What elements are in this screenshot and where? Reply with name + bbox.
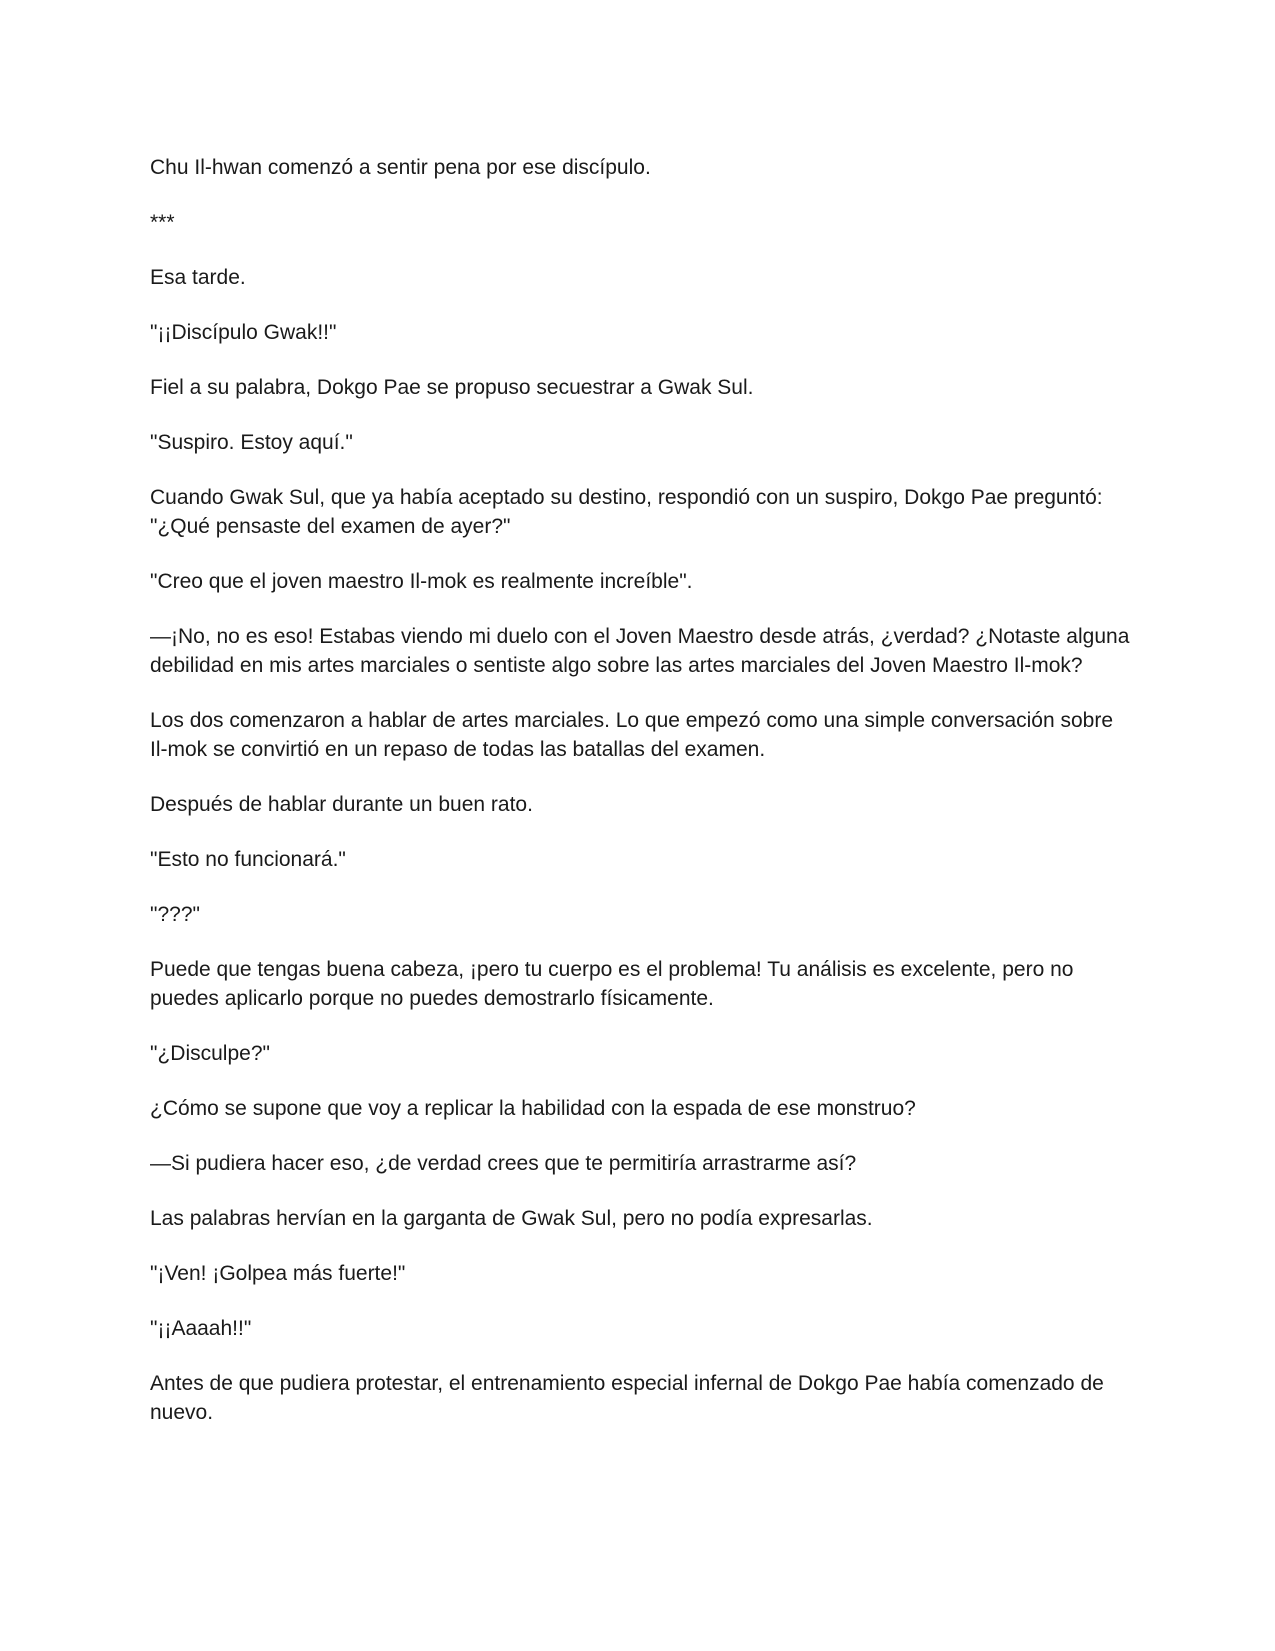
- paragraph: Fiel a su palabra, Dokgo Pae se propuso secuestrar a Gwak Sul.: [150, 376, 754, 399]
- section-break: ***: [150, 211, 175, 234]
- paragraph: "¡Ven! ¡Golpea más fuerte!": [150, 1262, 406, 1285]
- paragraph: Después de hablar durante un buen rato.: [150, 793, 533, 816]
- paragraph: "¿Disculpe?": [150, 1042, 270, 1065]
- paragraph: Esa tarde.: [150, 266, 246, 289]
- paragraph: —¡No, no es eso! Estabas viendo mi duelo con el Joven Maestro desde atrás, ¿verdad? ¿Notaste alguna debilidad en mis artes marciales o sentiste algo sobre las artes marciales del Joven Maestro Il-mok?: [150, 625, 1130, 677]
- paragraph: "Creo que el joven maestro Il-mok es realmente increíble".: [150, 570, 693, 593]
- paragraph: Cuando Gwak Sul, que ya había aceptado su destino, respondió con un suspiro, Dokgo Pae preguntó: "¿Qué pensaste del examen de ayer?": [150, 486, 1103, 538]
- paragraph: —Si pudiera hacer eso, ¿de verdad crees que te permitiría arrastrarme así?: [150, 1152, 857, 1175]
- paragraph: "Esto no funcionará.": [150, 848, 346, 871]
- paragraph: "¡¡Discípulo Gwak!!": [150, 321, 337, 344]
- paragraph: ¿Cómo se supone que voy a replicar la habilidad con la espada de ese monstruo?: [150, 1097, 916, 1120]
- paragraph: Chu Il-hwan comenzó a sentir pena por ese discípulo.: [150, 156, 651, 179]
- document-body: [150, 153, 1130, 1453]
- paragraph: Los dos comenzaron a hablar de artes marciales. Lo que empezó como una simple conversación sobre Il-mok se convirtió en un repaso de todas las batallas del examen.: [150, 709, 1114, 761]
- paragraph: "???": [150, 903, 200, 926]
- paragraph: Puede que tengas buena cabeza, ¡pero tu cuerpo es el problema! Tu análisis es excelente, pero no puedes aplicarlo porque no puedes demostrarlo físicamente.: [150, 958, 1074, 1010]
- paragraph: "Suspiro. Estoy aquí.": [150, 431, 353, 454]
- paragraph: Antes de que pudiera protestar, el entrenamiento especial infernal de Dokgo Pae había comenzado de nuevo.: [150, 1372, 1104, 1424]
- paragraph: Las palabras hervían en la garganta de Gwak Sul, pero no podía expresarlas.: [150, 1207, 873, 1230]
- paragraph: "¡¡Aaaah!!": [150, 1317, 252, 1340]
